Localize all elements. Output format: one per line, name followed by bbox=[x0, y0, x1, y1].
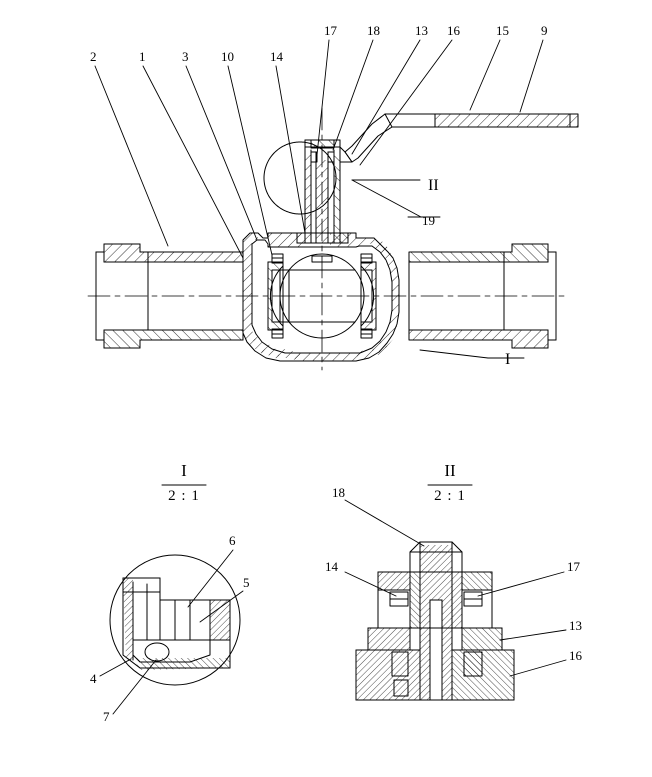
detail-II-title: II bbox=[444, 461, 456, 480]
detail-I-label-6: 6 bbox=[229, 533, 236, 548]
detail-I-label-5: 5 bbox=[243, 575, 250, 590]
leader-label-15: 15 bbox=[496, 23, 509, 38]
leader-label-18: 18 bbox=[367, 23, 380, 38]
leader-label-2: 2 bbox=[90, 49, 97, 64]
detail-mark-II-main: II bbox=[428, 177, 439, 194]
detail-I-label-4: 4 bbox=[90, 671, 97, 686]
detail-I-scale: 2 : 1 bbox=[168, 488, 200, 504]
leader-label-9: 9 bbox=[541, 23, 548, 38]
leader-label-10: 10 bbox=[221, 49, 234, 64]
leader-label-17: 17 bbox=[324, 23, 337, 38]
detail-II-label-14: 14 bbox=[325, 559, 338, 574]
detail-mark-I-main: I bbox=[505, 351, 511, 368]
leader-label-1: 1 bbox=[139, 49, 146, 64]
detail-II-label-18: 18 bbox=[332, 485, 345, 500]
detail-II-label-17: 17 bbox=[567, 559, 580, 574]
leader-label-3: 3 bbox=[182, 49, 189, 64]
leader-label-19: 19 bbox=[422, 213, 435, 228]
detail-I-title: I bbox=[181, 461, 187, 480]
detail-I-geometry bbox=[110, 555, 240, 685]
detail-I-label-7: 7 bbox=[103, 709, 110, 724]
detail-II-scale: 2 : 1 bbox=[434, 488, 466, 504]
detail-II-geometry bbox=[356, 542, 514, 700]
main-view-geometry bbox=[88, 108, 578, 370]
leader-label-13: 13 bbox=[415, 23, 428, 38]
leader-label-14: 14 bbox=[270, 49, 283, 64]
detail-II-label-16: 16 bbox=[569, 648, 582, 663]
leader-label-16: 16 bbox=[447, 23, 460, 38]
detail-II-label-13: 13 bbox=[569, 618, 582, 633]
